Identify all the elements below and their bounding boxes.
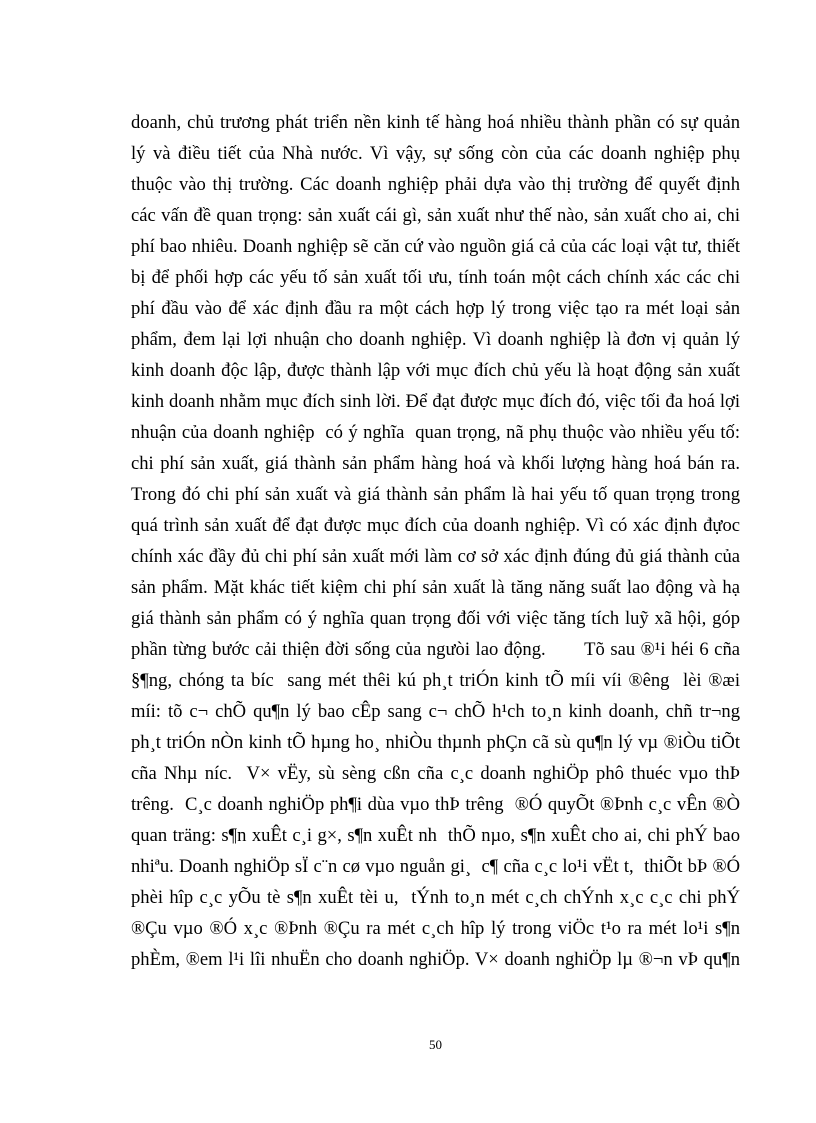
text-line: kinh doanh độc lập, được thành lập với mục đích chủ yếu là hoạt động sản xuất: [131, 360, 740, 381]
text-line: nhuận của doanh nghiệp có ý nghĩa quan trọng, nã phụ thuộc vào nhiều yếu tố:: [131, 422, 740, 443]
page-number-footer: 50: [429, 1037, 442, 1052]
text-line: phần từng bước cải thiện đời sống của ngưòi lao động. Tõ sau ®¹i héi 6 cña: [131, 639, 740, 660]
text-line: bị để phối hợp các yếu tố sản xuất tối ưu, tính toán một cách chính xác các chi: [131, 267, 740, 288]
text-line: phèi hîp c¸c yÕu tè s¶n xuÊt tèi u, tÝnh to¸n mét c¸ch chÝnh x¸c c¸c chi phÝ: [131, 887, 740, 908]
text-line: chính xác đầy đủ chi phí sản xuất mới làm cơ sở xác định đúng đủ giá thành của: [131, 546, 740, 567]
text-line: míi: tõ c¬ chÕ qu¶n lý bao cÊp sang c¬ chÕ h¹ch to¸n kinh doanh, chñ tr¬ng: [131, 701, 740, 722]
text-line: §¶ng, chóng ta bíc sang mét thêi kú ph¸t triÓn kinh tÕ míi víi ®êng lèi ®æi: [131, 670, 740, 691]
text-line: quá trình sản xuất để đạt được mục đích của doanh nghiệp. Vì có xác định đựoc: [131, 515, 740, 536]
text-line: sản phẩm. Mặt khác tiết kiệm chi phí sản xuất là tăng năng suất lao động và hạ: [131, 577, 740, 598]
text-line: nhiªu. Doanh nghiÖp sÏ c¨n cø vµo nguån gi¸ c¶ cña c¸c lo¹i vËt t, thiÕt bÞ ®Ó: [131, 856, 740, 877]
text-line: phẩm, đem lại lợi nhuận cho doanh nghiệp. Vì doanh nghiệp là đơn vị quản lý: [131, 329, 740, 350]
text-line: lý và điều tiết của Nhà nước. Vì vậy, sự sống còn của các doanh nghiệp phụ: [131, 143, 740, 164]
text-line: kinh doanh nhằm mục đích sinh lời. Để đạt được mục đích đó, việc tối đa hoá lợi: [131, 391, 740, 412]
text-line: trêng. C¸c doanh nghiÖp ph¶i dùa vµo thÞ trêng ®Ó quyÕt ®Þnh c¸c vÊn ®Ò: [131, 794, 740, 815]
text-line: các vấn đề quan trọng: sản xuất cái gì, sản xuất như thế nào, sản xuất cho ai, chi: [131, 205, 740, 226]
text-line: chi phí sản xuất, giá thành sản phẩm hàng hoá và khối lượng hàng hoá bán ra.: [131, 453, 740, 474]
text-line: ph¸t triÓn nÒn kinh tÕ hµng ho¸ nhiÒu thµnh phÇn cã sù qu¶n lý vµ ®iÒu tiÕt: [131, 732, 740, 753]
body-text-block: [131, 107, 740, 975]
text-line: ®Çu vµo ®Ó x¸c ®Þnh ®Çu ra mét c¸ch hîp lý trong viÖc t¹o ra mét lo¹i s¶n: [131, 918, 740, 939]
text-line: phÈm, ®em l¹i lîi nhuËn cho doanh nghiÖp. V× doanh nghiÖp lµ ®¬n vÞ qu¶n: [131, 949, 740, 970]
text-line: phí đầu vào để xác định đầu ra một cách hợp lý trong việc tạo ra mét loại sản: [131, 298, 740, 319]
text-line: doanh, chủ trương phát triển nền kinh tế hàng hoá nhiều thành phần có sự quản: [131, 112, 740, 133]
text-line: phí bao nhiêu. Doanh nghiệp sẽ căn cứ vào nguồn giá cả của các loại vật tư, thiết: [131, 236, 740, 257]
text-line: Trong đó chi phí sản xuất và giá thành sản phẩm là hai yếu tố quan trọng trong: [131, 484, 740, 505]
text-line: giá thành sản phẩm có ý nghĩa quan trọng đối với việc tăng tích luỹ xã hội, góp: [131, 608, 740, 629]
text-line: cña Nhµ níc. V× vËy, sù sèng cßn cña c¸c doanh nghiÖp phô thuéc vµo thÞ: [131, 763, 740, 784]
text-line: thuộc vào thị trường. Các doanh nghiệp phải dựa vào thị trường để quyết định: [131, 174, 740, 195]
text-line: quan träng: s¶n xuÊt c¸i g×, s¶n xuÊt nh thÕ nµo, s¶n xuÊt cho ai, chi phÝ bao: [131, 825, 740, 846]
